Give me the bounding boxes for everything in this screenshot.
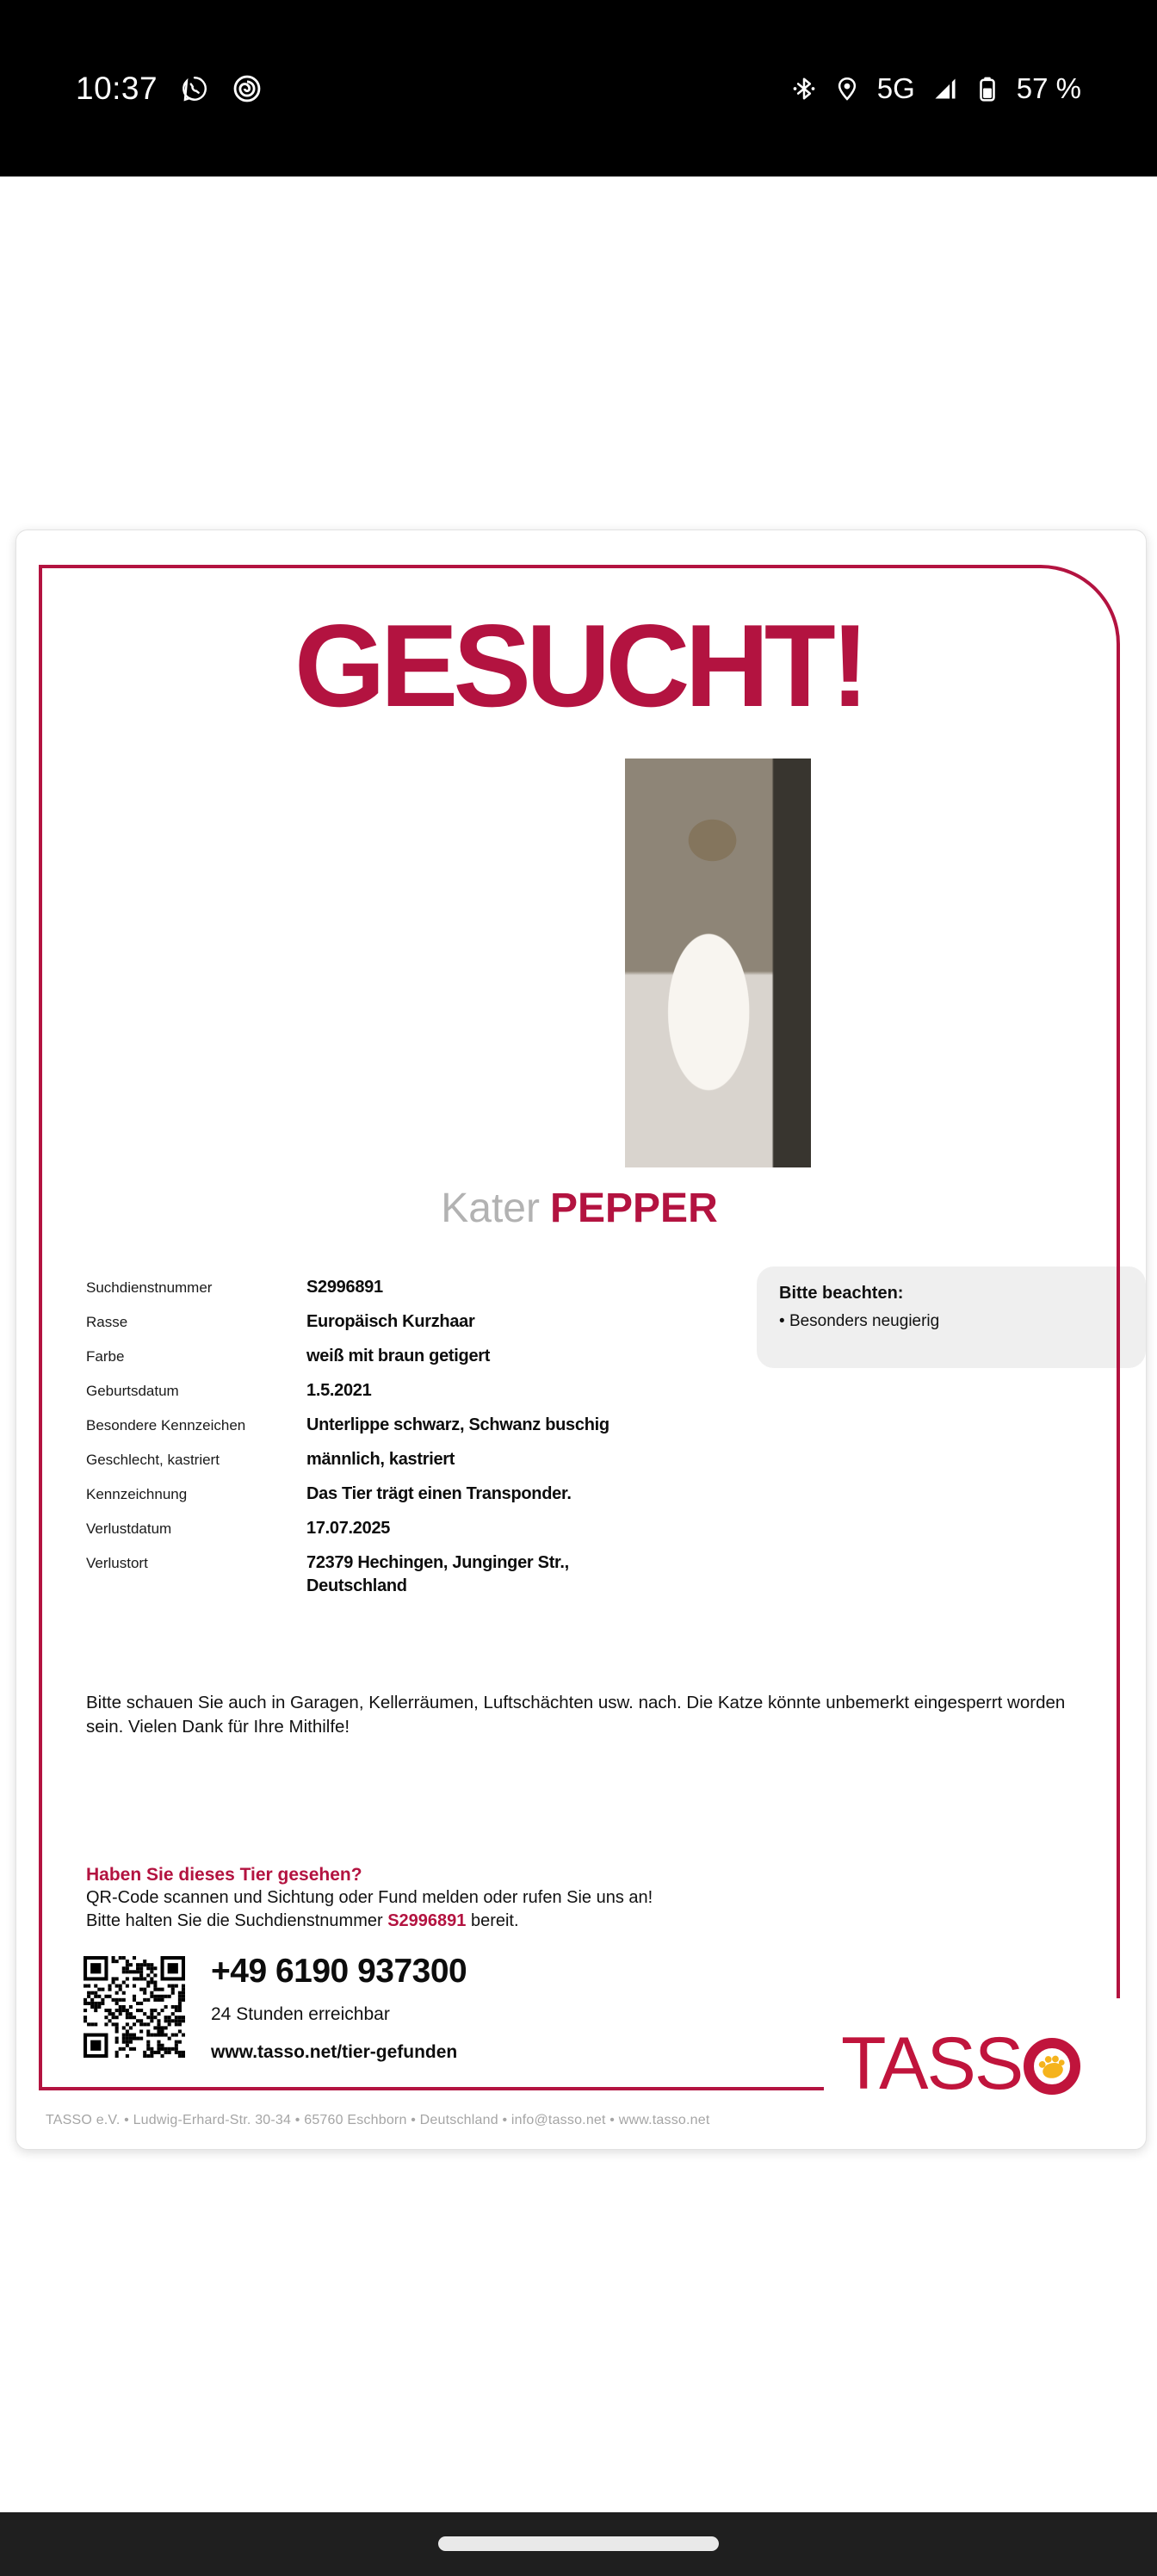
detail-label: Geschlecht, kastriert <box>86 1452 220 1468</box>
gesture-navigation-bar <box>0 2512 1157 2576</box>
detail-label: Geburtsdatum <box>86 1383 179 1399</box>
tasso-logo <box>841 2022 1080 2105</box>
detail-label: Kennzeichnung <box>86 1486 188 1502</box>
pet-title <box>39 1186 1120 1232</box>
detail-value: weiß mit braun getigert <box>306 1347 491 1365</box>
detail-value: 17.07.2025 <box>306 1519 391 1538</box>
notice-box <box>757 1266 1146 1368</box>
signal-strength-icon <box>932 76 958 102</box>
table-row <box>86 1379 723 1414</box>
table-row <box>86 1517 723 1551</box>
pet-details-table <box>86 1276 723 1598</box>
detail-value: männlich, kastriert <box>306 1450 455 1469</box>
status-bar <box>0 0 1157 176</box>
detail-label: Verlustdatum <box>86 1520 172 1537</box>
qr-code[interactable] <box>84 1956 185 2058</box>
contact-line-2 <box>86 1910 861 1933</box>
report-url[interactable]: www.tasso.net/tier-gefunden <box>211 2042 458 2062</box>
search-hint-paragraph: Bitte schauen Sie auch in Garagen, Kellerräumen, Luftschächten usw. nach. Die Katze könnte unbemerkt eingesperrt worden sein. Vielen Dank für Ihre Mithilfe! <box>86 1693 1066 1737</box>
contact-line-2-suffix: bereit. <box>466 1911 519 1931</box>
gesture-pill[interactable] <box>438 2536 719 2551</box>
pet-title-prefix: Kater <box>441 1186 540 1231</box>
detail-value: 72379 Hechingen, Junginger Str., Deutschland <box>306 1553 569 1595</box>
contact-section <box>86 1863 861 1933</box>
search-id-number: S2996891 <box>387 1911 467 1931</box>
notice-item: • Besonders neugierig <box>779 1312 1123 1331</box>
whatsapp-notification-icon <box>180 74 209 103</box>
table-row <box>86 1448 723 1483</box>
poster-footer-address: TASSO e.V. • Ludwig-Erhard-Str. 30-34 • 65760 Eschborn • Deutschland • info@tasso.net • www.tasso.net <box>46 2113 710 2127</box>
detail-label: Rasse <box>86 1314 128 1330</box>
contact-question: Haben Sie dieses Tier gesehen? <box>86 1865 362 1885</box>
pet-photo-sitting <box>625 759 811 1167</box>
contact-line-2-prefix: Bitte halten Sie die Suchdienstnummer <box>86 1911 388 1931</box>
detail-value: S2996891 <box>306 1278 383 1297</box>
contact-line-1: QR-Code scannen und Sichtung oder Fund melden oder rufen Sie uns an! <box>86 1888 653 1908</box>
detail-label: Suchdienstnummer <box>86 1279 213 1296</box>
tasso-logo-text: TASS <box>841 2022 1023 2105</box>
poster-border-left <box>39 1997 42 2090</box>
bluetooth-icon <box>791 76 817 102</box>
table-row <box>86 1551 723 1598</box>
table-row <box>86 1345 723 1379</box>
battery-icon <box>975 76 999 102</box>
poster-headline: GESUCHT! <box>294 600 865 731</box>
table-row <box>86 1310 723 1345</box>
network-type-label: 5G <box>876 71 915 104</box>
availability-label: 24 Stunden erreichbar <box>211 2004 390 2024</box>
table-row <box>86 1414 723 1448</box>
clock: 10:37 <box>76 70 158 106</box>
table-row <box>86 1483 723 1517</box>
detail-value: Europäisch Kurzhaar <box>306 1312 475 1331</box>
detail-label: Verlustort <box>86 1555 148 1571</box>
detail-value: 1.5.2021 <box>306 1381 372 1400</box>
phone-number[interactable]: +49 6190 937300 <box>211 1953 467 1990</box>
tasso-logo-ring <box>1024 2038 1080 2095</box>
paw-icon <box>1032 2046 1073 2086</box>
detail-label: Besondere Kennzeichen <box>86 1417 246 1434</box>
poster-card <box>15 529 1147 2150</box>
status-bar-left <box>76 71 263 107</box>
circle-app-notification-icon <box>232 73 263 104</box>
pet-name: PEPPER <box>549 1186 718 1231</box>
location-icon <box>834 76 860 102</box>
detail-value: Das Tier trägt einen Transponder. <box>306 1484 572 1503</box>
detail-label: Farbe <box>86 1348 125 1365</box>
status-bar-right <box>791 72 1081 105</box>
detail-value: Unterlippe schwarz, Schwanz buschig <box>306 1415 609 1434</box>
notice-title: Bitte beachten: <box>779 1284 904 1303</box>
pet-photo-lying <box>348 759 606 1167</box>
battery-percent-label: 57 % <box>1016 71 1081 104</box>
table-row <box>86 1276 723 1310</box>
poster-border-bottom <box>39 2087 824 2090</box>
